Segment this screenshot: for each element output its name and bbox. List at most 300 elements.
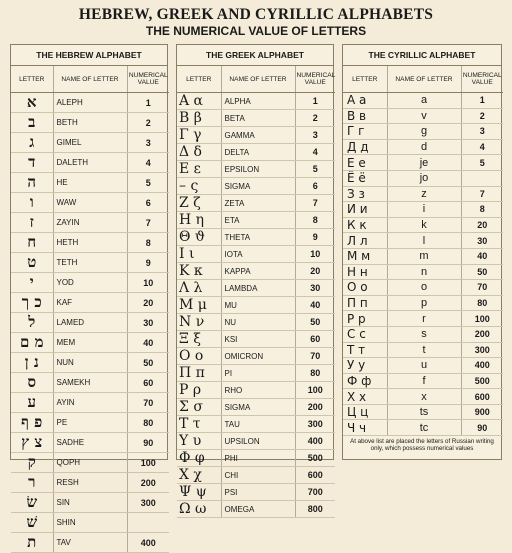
greek-letter: Ν ν (177, 314, 221, 331)
cyrillic-numerical-value: 100 (461, 311, 503, 327)
hebrew-row (11, 273, 169, 293)
cyrillic-row (343, 420, 503, 436)
hebrew-letter-name: TETH (53, 253, 127, 273)
cyrillic-letter: А а (343, 93, 387, 109)
cyrillic-numerical-value (461, 170, 503, 186)
hebrew-col-letter: LETTER (11, 66, 53, 93)
hebrew-letter-name: YOD (53, 273, 127, 293)
hebrew-row (11, 253, 169, 273)
cyrillic-numerical-value: 90 (461, 420, 503, 436)
hebrew-letter-name: PE (53, 413, 127, 433)
greek-letter-name: SIGMA (221, 178, 295, 195)
hebrew-numerical-value: 400 (127, 533, 169, 553)
greek-letter: Α α (177, 93, 221, 110)
cyrillic-row (343, 233, 503, 249)
greek-row (177, 263, 335, 280)
cyrillic-letter: Ц ц (343, 404, 387, 420)
cyrillic-letter-name: t (387, 342, 461, 358)
hebrew-numerical-value: 3 (127, 133, 169, 153)
greek-letter: Γ γ (177, 127, 221, 144)
greek-letter: Ο ο (177, 348, 221, 365)
greek-numerical-value: 700 (295, 484, 335, 501)
greek-heading: THE GREEK ALPHABET (177, 45, 333, 66)
hebrew-letter-name: BETH (53, 113, 127, 133)
cyrillic-letter: В в (343, 108, 387, 124)
hebrew-letter-name: DALETH (53, 153, 127, 173)
greek-numerical-value: 500 (295, 450, 335, 467)
hebrew-letter-name: WAW (53, 193, 127, 213)
cyrillic-row (343, 155, 503, 171)
greek-row (177, 467, 335, 484)
hebrew-numerical-value: 70 (127, 393, 169, 413)
hebrew-table (11, 66, 169, 553)
cyrillic-row (343, 264, 503, 280)
cyrillic-letter-name: s (387, 326, 461, 342)
hebrew-numerical-value: 2 (127, 113, 169, 133)
cyrillic-letter: И и (343, 202, 387, 218)
hebrew-row (11, 93, 169, 113)
cyrillic-col-name: NAME OF LETTER (387, 66, 461, 93)
greek-letter: Μ μ (177, 297, 221, 314)
greek-letter: Τ τ (177, 416, 221, 433)
hebrew-numerical-value: 80 (127, 413, 169, 433)
hebrew-numerical-value: 4 (127, 153, 169, 173)
greek-row (177, 501, 335, 518)
hebrew-letter: שׁ (11, 513, 53, 533)
greek-table (177, 66, 335, 518)
greek-letter-name: THETA (221, 229, 295, 246)
greek-letter-name: UPSILON (221, 433, 295, 450)
hebrew-numerical-value: 10 (127, 273, 169, 293)
greek-letter-name: RHO (221, 382, 295, 399)
cyrillic-letter: К к (343, 217, 387, 233)
hebrew-numerical-value: 50 (127, 353, 169, 373)
greek-letter: Ξ ξ (177, 331, 221, 348)
cyrillic-letter-name: l (387, 233, 461, 249)
cyrillic-row (343, 124, 503, 140)
cyrillic-letter: Л л (343, 233, 387, 249)
greek-col-value: NUMERICAL VALUE (295, 66, 335, 93)
greek-numerical-value: 200 (295, 399, 335, 416)
greek-row (177, 399, 335, 416)
hebrew-letter-name: GIMEL (53, 133, 127, 153)
cyrillic-row (343, 108, 503, 124)
greek-letter-name: KSI (221, 331, 295, 348)
cyrillic-row (343, 280, 503, 296)
greek-letter-name: MU (221, 297, 295, 314)
greek-numerical-value: 600 (295, 467, 335, 484)
cyrillic-row (343, 295, 503, 311)
hebrew-col-name: NAME OF LETTER (53, 66, 127, 93)
greek-numerical-value: 300 (295, 416, 335, 433)
cyrillic-letter: П п (343, 295, 387, 311)
hebrew-letter-name: RESH (53, 473, 127, 493)
greek-row (177, 331, 335, 348)
greek-row (177, 144, 335, 161)
cyrillic-numerical-value: 70 (461, 280, 503, 296)
cyrillic-panel (342, 44, 502, 460)
hebrew-numerical-value: 9 (127, 253, 169, 273)
cyrillic-letter: С с (343, 326, 387, 342)
cyrillic-numerical-value: 20 (461, 217, 503, 233)
greek-numerical-value: 70 (295, 348, 335, 365)
greek-letter-name: LAMBDA (221, 280, 295, 297)
hebrew-letter: א (11, 93, 53, 113)
hebrew-row (11, 233, 169, 253)
greek-letter: Χ χ (177, 467, 221, 484)
greek-row (177, 297, 335, 314)
hebrew-letter: ה (11, 173, 53, 193)
greek-letter: Λ λ (177, 280, 221, 297)
hebrew-letter: נ ן (11, 353, 53, 373)
cyrillic-row (343, 248, 503, 264)
greek-row (177, 93, 335, 110)
hebrew-numerical-value: 1 (127, 93, 169, 113)
greek-letter-name: EPSILON (221, 161, 295, 178)
hebrew-row (11, 513, 169, 533)
greek-letter: Φ φ (177, 450, 221, 467)
hebrew-letter: ס (11, 373, 53, 393)
greek-row (177, 212, 335, 229)
hebrew-row (11, 353, 169, 373)
hebrew-letter: י (11, 273, 53, 293)
greek-letter: Ε ε (177, 161, 221, 178)
hebrew-row (11, 533, 169, 553)
hebrew-letter-name: SAMEKH (53, 373, 127, 393)
cyrillic-letter-name: v (387, 108, 461, 124)
cyrillic-letter: Д д (343, 139, 387, 155)
cyrillic-letter-name: o (387, 280, 461, 296)
hebrew-letter: ע (11, 393, 53, 413)
greek-row (177, 280, 335, 297)
cyrillic-numerical-value: 3 (461, 124, 503, 140)
cyrillic-row (343, 358, 503, 374)
cyrillic-letter: Е е (343, 155, 387, 171)
hebrew-letter: כ ך (11, 293, 53, 313)
hebrew-letter: צ ץ (11, 433, 53, 453)
hebrew-numerical-value: 60 (127, 373, 169, 393)
greek-col-name: NAME OF LETTER (221, 66, 295, 93)
cyrillic-letter: Т т (343, 342, 387, 358)
hebrew-letter-name: ALEPH (53, 93, 127, 113)
greek-numerical-value: 400 (295, 433, 335, 450)
hebrew-numerical-value: 20 (127, 293, 169, 313)
hebrew-letter: ד (11, 153, 53, 173)
cyrillic-letter: О о (343, 280, 387, 296)
greek-numerical-value: 10 (295, 246, 335, 263)
cyrillic-numerical-value: 600 (461, 389, 503, 405)
hebrew-row (11, 433, 169, 453)
cyrillic-numerical-value: 500 (461, 373, 503, 389)
greek-letter-name: PI (221, 365, 295, 382)
cyrillic-letter-name: u (387, 358, 461, 374)
greek-numerical-value: 7 (295, 195, 335, 212)
hebrew-letter-name: LAMED (53, 313, 127, 333)
hebrew-row (11, 213, 169, 233)
hebrew-letter: ת (11, 533, 53, 553)
greek-letter-name: IOTA (221, 246, 295, 263)
cyrillic-letter-name: r (387, 311, 461, 327)
cyrillic-row (343, 170, 503, 186)
hebrew-letter: ק (11, 453, 53, 473)
hebrew-letter-name: HE (53, 173, 127, 193)
cyrillic-letter-name: m (387, 248, 461, 264)
greek-numerical-value: 8 (295, 212, 335, 229)
hebrew-letter: ז (11, 213, 53, 233)
cyrillic-letter: З з (343, 186, 387, 202)
greek-numerical-value: 1 (295, 93, 335, 110)
greek-letter-name: OMICRON (221, 348, 295, 365)
hebrew-numerical-value: 100 (127, 453, 169, 473)
hebrew-letter-name: QOPH (53, 453, 127, 473)
greek-numerical-value: 20 (295, 263, 335, 280)
greek-letter-name: NU (221, 314, 295, 331)
hebrew-letter-name: AYIN (53, 393, 127, 413)
cyrillic-numerical-value: 40 (461, 248, 503, 264)
cyrillic-row (343, 389, 503, 405)
hebrew-letter-name: HETH (53, 233, 127, 253)
greek-letter: Ζ ζ (177, 195, 221, 212)
cyrillic-letter-name: p (387, 295, 461, 311)
cyrillic-numerical-value: 200 (461, 326, 503, 342)
greek-letter: Η η (177, 212, 221, 229)
greek-numerical-value: 80 (295, 365, 335, 382)
hebrew-letter: פ ף (11, 413, 53, 433)
hebrew-numerical-value: 7 (127, 213, 169, 233)
hebrew-row (11, 393, 169, 413)
cyrillic-numerical-value: 900 (461, 404, 503, 420)
page-subtitle: THE NUMERICAL VALUE OF LETTERS (145, 24, 367, 38)
greek-numerical-value: 800 (295, 501, 335, 518)
greek-letter-name: KAPPA (221, 263, 295, 280)
greek-row (177, 433, 335, 450)
greek-letter: Ω ω (177, 501, 221, 518)
greek-numerical-value: 3 (295, 127, 335, 144)
hebrew-numerical-value: 300 (127, 493, 169, 513)
greek-letter: Ι ι (177, 246, 221, 263)
cyrillic-letter-name: f (387, 373, 461, 389)
greek-letter-name: ZETA (221, 195, 295, 212)
greek-letter: Κ κ (177, 263, 221, 280)
greek-letter-name: ALPHA (221, 93, 295, 110)
hebrew-col-value: NUMERICAL VALUE (127, 66, 169, 93)
hebrew-letter-name: ZAYIN (53, 213, 127, 233)
hebrew-letter-name: SIN (53, 493, 127, 513)
cyrillic-letter-name: k (387, 217, 461, 233)
cyrillic-letter-name: d (387, 139, 461, 155)
hebrew-row (11, 293, 169, 313)
cyrillic-letter-name: i (387, 202, 461, 218)
greek-letter-name: GAMMA (221, 127, 295, 144)
cyrillic-letter-name: n (387, 264, 461, 280)
hebrew-letter: ר (11, 473, 53, 493)
cyrillic-col-value: NUMERICAL VALUE (461, 66, 503, 93)
hebrew-row (11, 193, 169, 213)
hebrew-letter-name: KAF (53, 293, 127, 313)
greek-row (177, 161, 335, 178)
hebrew-numerical-value: 90 (127, 433, 169, 453)
cyrillic-letter: Н н (343, 264, 387, 280)
greek-letter-name: DELTA (221, 144, 295, 161)
hebrew-letter: ל (11, 313, 53, 333)
page-title: HEBREW, GREEK AND CYRILLIC ALPHABETS (78, 6, 434, 23)
greek-letter: Β β (177, 110, 221, 127)
hebrew-row (11, 473, 169, 493)
greek-row (177, 314, 335, 331)
cyrillic-row (343, 404, 503, 420)
greek-letter-name: OMEGA (221, 501, 295, 518)
greek-row (177, 348, 335, 365)
cyrillic-numerical-value: 8 (461, 202, 503, 218)
hebrew-letter: ח (11, 233, 53, 253)
greek-numerical-value: 2 (295, 110, 335, 127)
greek-row (177, 110, 335, 127)
hebrew-heading: THE HEBREW ALPHABET (11, 45, 167, 66)
cyrillic-row (343, 186, 503, 202)
greek-row (177, 127, 335, 144)
greek-letter-name: PHI (221, 450, 295, 467)
hebrew-numerical-value: 5 (127, 173, 169, 193)
cyrillic-note: At above list are placed the letters of Russian writing only, which possess numerical values (350, 438, 494, 453)
greek-row (177, 416, 335, 433)
cyrillic-numerical-value: 5 (461, 155, 503, 171)
hebrew-letter-name: NUN (53, 353, 127, 373)
hebrew-letter: ב (11, 113, 53, 133)
cyrillic-letter: Х х (343, 389, 387, 405)
hebrew-numerical-value: 8 (127, 233, 169, 253)
greek-letter: – ς (177, 178, 221, 195)
cyrillic-letter-name: jo (387, 170, 461, 186)
cyrillic-letter: Ё ё (343, 170, 387, 186)
greek-numerical-value: 40 (295, 297, 335, 314)
greek-row (177, 178, 335, 195)
hebrew-letter: מ ם (11, 333, 53, 353)
hebrew-numerical-value: 30 (127, 313, 169, 333)
cyrillic-row (343, 93, 503, 109)
cyrillic-letter: Р р (343, 311, 387, 327)
greek-numerical-value: 100 (295, 382, 335, 399)
hebrew-numerical-value: 200 (127, 473, 169, 493)
cyrillic-letter-name: z (387, 186, 461, 202)
hebrew-row (11, 333, 169, 353)
cyrillic-row (343, 311, 503, 327)
cyrillic-numerical-value: 4 (461, 139, 503, 155)
hebrew-letter: שׂ (11, 493, 53, 513)
greek-letter: Σ σ (177, 399, 221, 416)
cyrillic-col-letter: LETTER (343, 66, 387, 93)
cyrillic-letter-name: x (387, 389, 461, 405)
cyrillic-letter: У у (343, 358, 387, 374)
hebrew-row (11, 113, 169, 133)
cyrillic-row (343, 217, 503, 233)
greek-row (177, 484, 335, 501)
hebrew-row (11, 413, 169, 433)
greek-letter-name: PSI (221, 484, 295, 501)
greek-letter-name: CHI (221, 467, 295, 484)
hebrew-numerical-value (127, 513, 169, 533)
cyrillic-numerical-value: 30 (461, 233, 503, 249)
greek-letter: Ψ ψ (177, 484, 221, 501)
greek-row (177, 246, 335, 263)
hebrew-letter-name: SADHE (53, 433, 127, 453)
greek-letter-name: ETA (221, 212, 295, 229)
cyrillic-row (343, 139, 503, 155)
hebrew-row (11, 493, 169, 513)
cyrillic-row (343, 326, 503, 342)
cyrillic-letter: М м (343, 248, 387, 264)
greek-row (177, 365, 335, 382)
cyrillic-letter: Г г (343, 124, 387, 140)
cyrillic-numerical-value: 1 (461, 93, 503, 109)
greek-row (177, 195, 335, 212)
greek-numerical-value: 4 (295, 144, 335, 161)
hebrew-row (11, 313, 169, 333)
greek-numerical-value: 60 (295, 331, 335, 348)
cyrillic-row (343, 342, 503, 358)
greek-letter-name: SIGMA (221, 399, 295, 416)
hebrew-letter: ג (11, 133, 53, 153)
cyrillic-numerical-value: 300 (461, 342, 503, 358)
hebrew-row (11, 453, 169, 473)
hebrew-numerical-value: 6 (127, 193, 169, 213)
hebrew-letter-name: SHIN (53, 513, 127, 533)
greek-numerical-value: 5 (295, 161, 335, 178)
greek-row (177, 229, 335, 246)
greek-letter-name: BETA (221, 110, 295, 127)
cyrillic-numerical-value: 2 (461, 108, 503, 124)
greek-numerical-value: 50 (295, 314, 335, 331)
hebrew-letter: ו (11, 193, 53, 213)
greek-letter: Υ υ (177, 433, 221, 450)
cyrillic-letter: Ф ф (343, 373, 387, 389)
hebrew-panel (10, 44, 168, 551)
cyrillic-numerical-value: 50 (461, 264, 503, 280)
greek-letter: Π π (177, 365, 221, 382)
greek-numerical-value: 30 (295, 280, 335, 297)
hebrew-letter: ט (11, 253, 53, 273)
hebrew-row (11, 173, 169, 193)
cyrillic-letter-name: g (387, 124, 461, 140)
cyrillic-letter-name: tc (387, 420, 461, 436)
greek-numerical-value: 6 (295, 178, 335, 195)
hebrew-row (11, 133, 169, 153)
cyrillic-letter-name: ts (387, 404, 461, 420)
cyrillic-numerical-value: 7 (461, 186, 503, 202)
cyrillic-letter-name: je (387, 155, 461, 171)
cyrillic-numerical-value: 400 (461, 358, 503, 374)
cyrillic-table (343, 66, 503, 436)
greek-letter-name: TAU (221, 416, 295, 433)
greek-row (177, 382, 335, 399)
greek-col-letter: LETTER (177, 66, 221, 93)
cyrillic-row (343, 202, 503, 218)
hebrew-row (11, 153, 169, 173)
greek-panel (176, 44, 336, 517)
greek-letter: Ρ ρ (177, 382, 221, 399)
cyrillic-heading: THE CYRILLIC ALPHABET (343, 45, 501, 66)
hebrew-letter-name: MEM (53, 333, 127, 353)
greek-letter: Θ ϑ (177, 229, 221, 246)
greek-letter: Δ δ (177, 144, 221, 161)
hebrew-row (11, 373, 169, 393)
cyrillic-letter: Ч ч (343, 420, 387, 436)
hebrew-numerical-value: 40 (127, 333, 169, 353)
cyrillic-numerical-value: 80 (461, 295, 503, 311)
greek-numerical-value: 9 (295, 229, 335, 246)
cyrillic-row (343, 373, 503, 389)
cyrillic-letter-name: a (387, 93, 461, 109)
hebrew-letter-name: TAV (53, 533, 127, 553)
